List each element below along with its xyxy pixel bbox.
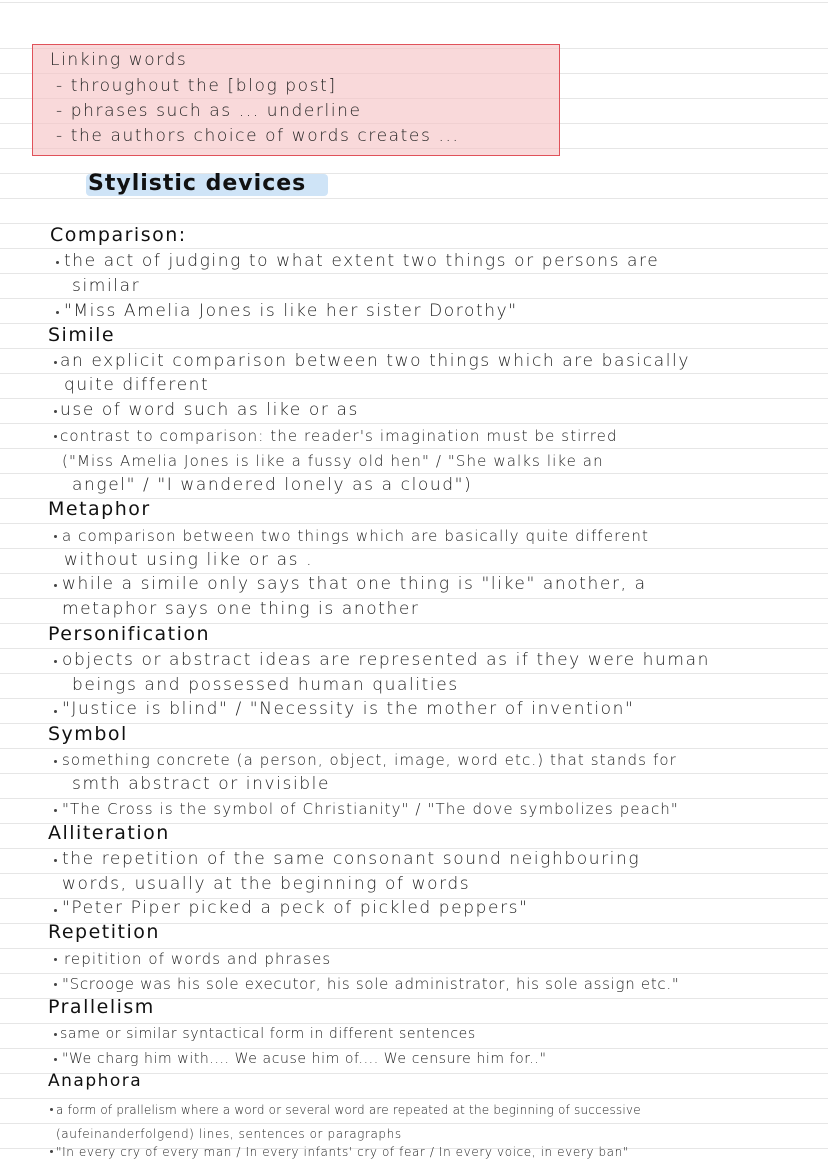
note-line: "Miss Amelia Jones is like her sister Dorothy" [64, 301, 518, 321]
note-line: same or similar syntactical form in different sentences [60, 1026, 476, 1042]
note-line: "Justice is blind" / "Necessity is the mother of invention" [62, 699, 635, 719]
note-line: "We charg him with.... We acuse him of.... We censure him for.." [62, 1051, 547, 1067]
bullet-dot [54, 1033, 57, 1036]
bullet-dot [54, 909, 57, 912]
page-title: Stylistic devices [88, 171, 307, 196]
note-line: a form of prallelism where a word or several word are repeated at the beginning of successive [56, 1103, 641, 1117]
note-line: metaphor says one thing is another [62, 599, 420, 619]
bullet-dot [54, 983, 57, 986]
note-line: repitition of words and phrases [64, 950, 332, 968]
note-line: without using like or as . [64, 550, 314, 570]
note-line: use of word such as like or as [60, 400, 359, 420]
heading-parallelism: Prallelism [48, 996, 155, 1018]
bullet-dot [50, 1150, 53, 1153]
note-line: angel" / "I wandered lonely as a cloud") [72, 475, 473, 495]
heading-symbol: Symbol [48, 723, 128, 745]
box-item: - throughout the [blog post] [56, 76, 337, 96]
bullet-dot [54, 760, 57, 763]
note-line: ("Miss Amelia Jones is like a fussy old hen" / "She walks like an [62, 452, 604, 470]
heading-anaphora: Anaphora [48, 1071, 143, 1091]
note-line: quite different [64, 375, 210, 395]
bullet-dot [54, 958, 57, 961]
note-line: contrast to comparison: the reader's imagination must be stirred [60, 427, 618, 445]
bullet-dot [56, 261, 59, 264]
note-line: while a simile only says that one thing is "like" another, a [62, 574, 647, 594]
note-line: words, usually at the beginning of words [62, 874, 471, 894]
bullet-dot [50, 1108, 53, 1111]
bullet-dot [54, 435, 57, 438]
bullet-dot [56, 311, 59, 314]
note-line: similar [72, 276, 141, 296]
bullet-dot [54, 809, 57, 812]
heading-comparison: Comparison: [50, 224, 187, 246]
note-line: something concrete (a person, object, image, word etc.) that stands for [62, 751, 677, 769]
note-line: the act of judging to what extent two things or persons are [64, 251, 660, 271]
note-line: "The Cross is the symbol of Christianity" / "The dove symbolizes peach" [62, 800, 679, 818]
box-item: - the authors choice of words creates ... [56, 126, 460, 146]
heading-repetition: Repetition [48, 921, 160, 943]
bullet-dot [54, 584, 57, 587]
heading-metaphor: Metaphor [48, 498, 151, 520]
heading-simile: Simile [48, 324, 116, 346]
note-line: the repetition of the same consonant sound neighbouring [62, 849, 641, 869]
bullet-dot [54, 660, 57, 663]
heading-alliteration: Alliteration [48, 822, 170, 844]
note-line: a comparison between two things which are basically quite different [62, 527, 649, 545]
note-line: an explicit comparison between two things which are basically [60, 351, 691, 371]
bullet-dot [54, 859, 57, 862]
note-line: "Scrooge was his sole executor, his sole administrator, his sole assign etc." [62, 975, 680, 993]
note-line: smth abstract or invisible [72, 774, 331, 794]
bullet-dot [54, 535, 57, 538]
note-line: "Peter Piper picked a peck of pickled peppers" [62, 898, 529, 918]
bullet-dot [54, 361, 57, 364]
bullet-dot [54, 1058, 57, 1061]
box-item: - phrases such as ... underline [56, 101, 362, 121]
box-title: Linking words [50, 50, 188, 70]
note-line: beings and possessed human qualities [72, 675, 459, 695]
note-line: (aufeinanderfolgend) lines, sentences or paragraphs [56, 1127, 402, 1141]
note-line: objects or abstract ideas are represented as if they were human [62, 650, 710, 670]
heading-personification: Personification [48, 623, 211, 645]
note-line: "In every cry of every man / In every infants' cry of fear / In every voice, in every ban" [56, 1145, 629, 1159]
bullet-dot [54, 710, 57, 713]
bullet-dot [54, 410, 57, 413]
